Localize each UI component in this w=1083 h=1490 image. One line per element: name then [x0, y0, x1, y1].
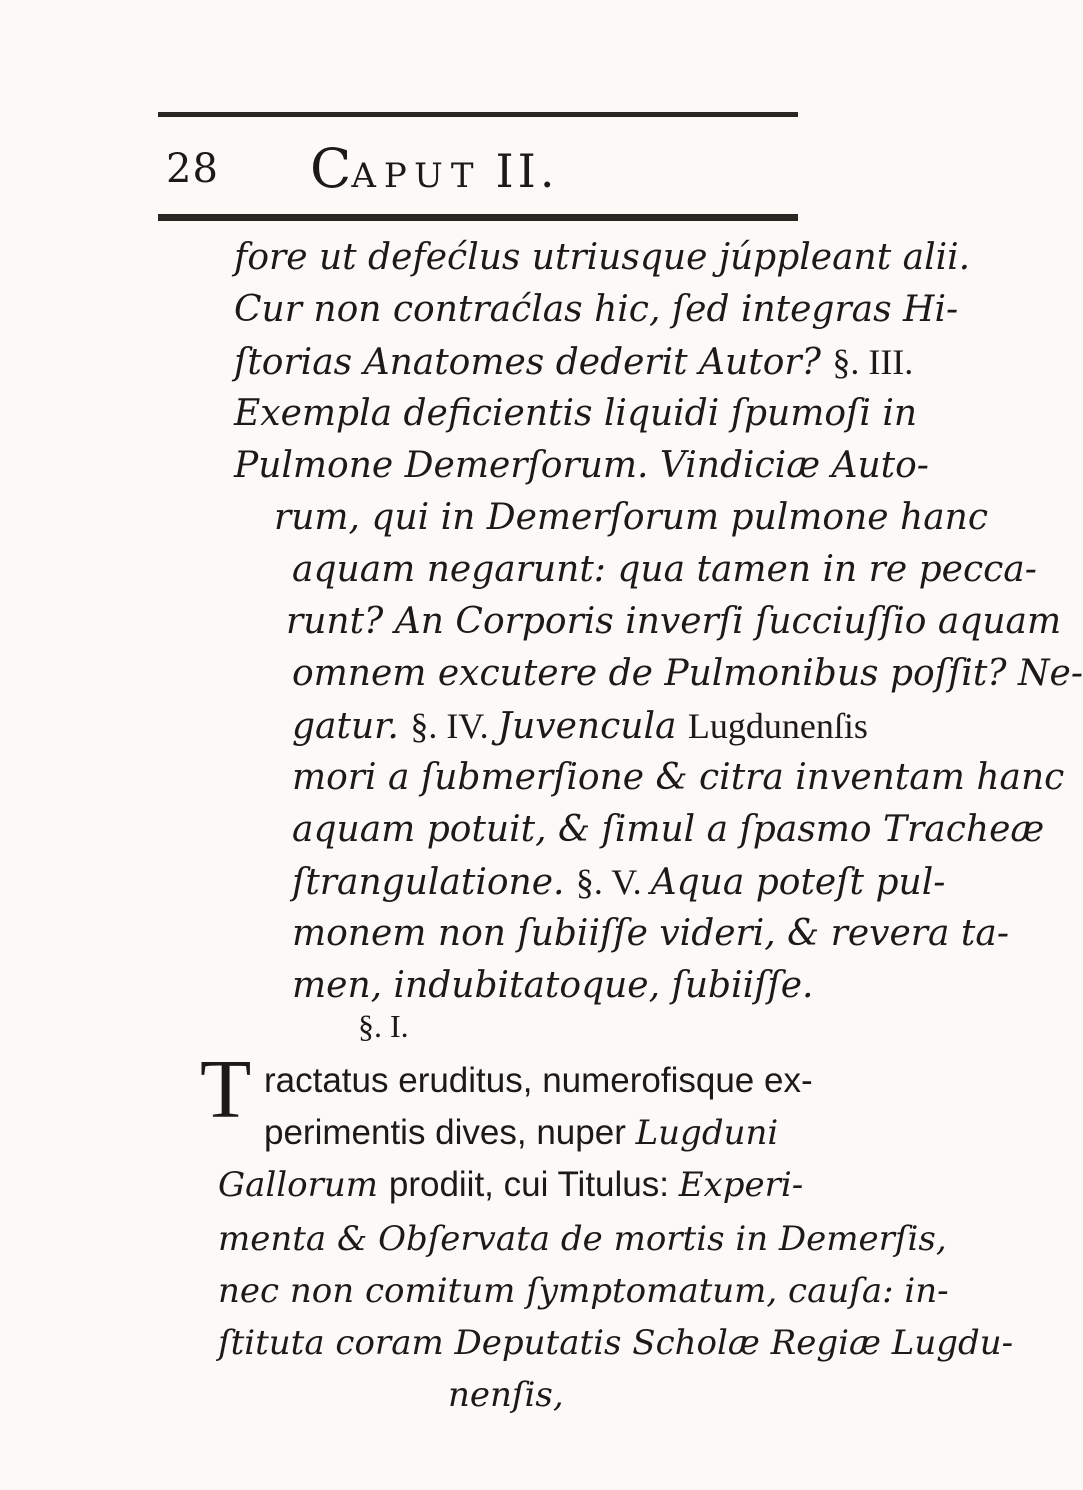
header-rule: [158, 214, 798, 221]
text-run: prodiit, cui Titulus:: [388, 1165, 679, 1204]
text-run: §. III.: [832, 342, 914, 382]
text-run: aquam negarunt: qua tamen in re pecca-: [292, 549, 1037, 590]
text-run: Juvencula: [497, 706, 688, 747]
text-run: ſtrangulatione.: [292, 862, 576, 903]
summary-line: [166, 700, 868, 752]
text-run: §. IV.: [410, 706, 498, 746]
body-line: [218, 1266, 949, 1316]
body-line: [218, 1318, 1013, 1368]
text-run: menta & Obſervata de mortis in Demerſis,: [218, 1219, 947, 1259]
text-run: Pulmone Demerſorum. Vindiciæ Auto-: [234, 445, 929, 486]
text-run: mori a ſubmerſione & citra inventam hanc: [292, 757, 1065, 798]
text-run: Aqua poteſt pul-: [650, 862, 946, 903]
summary-line: [166, 804, 1045, 856]
body-line: [218, 1214, 947, 1264]
summary-line: [166, 284, 959, 336]
body-line: [264, 1056, 813, 1106]
text-run: gatur.: [292, 706, 411, 747]
page-number: 28: [166, 146, 219, 192]
text-run: Gallorum: [218, 1165, 389, 1205]
text-run: rum, qui in Demerſorum pulmone hanc: [274, 497, 989, 538]
text-run: perimentis dives, nuper: [264, 1113, 636, 1152]
running-head: [310, 137, 559, 202]
chapter-summary: [166, 232, 1083, 1012]
body-line: [264, 1108, 778, 1158]
text-run: Cur non contraćlas hic, ſed integras Hi-: [234, 289, 959, 330]
summary-line: [166, 544, 1037, 596]
summary-line: [166, 908, 1010, 960]
drop-cap: T: [200, 1043, 252, 1136]
section-mark: §. I.: [358, 1008, 409, 1044]
summary-line: [166, 596, 1062, 648]
text-run: monem non ſubiiſſe videri, & revera ta-: [292, 913, 1010, 954]
text-run: nec non comitum ſymptomatum, cauſa: in-: [218, 1271, 949, 1311]
text-run: men, indubitatoque, ſubiiſſe.: [292, 965, 814, 1006]
text-run: runt? An Corporis inverſi ſucciuſſio aquam: [286, 601, 1062, 642]
text-run: nenſis,: [448, 1375, 564, 1415]
text-run: aquam potuit, & ſimul a ſpasmo Tracheæ: [292, 809, 1045, 850]
summary-line: [166, 648, 1083, 700]
text-run: Lugduni: [635, 1113, 779, 1153]
summary-line: [166, 492, 989, 544]
text-run: ſtituta coram Deputatis Scholæ Regiæ Lugdu-: [218, 1323, 1014, 1363]
body-line: [218, 1160, 803, 1210]
text-run: ſtorias Anatomes dederit Autor?: [234, 342, 833, 383]
text-run: fore ut defećlus utriusque júppleant alii.: [234, 237, 971, 278]
text-run: §. V.: [575, 862, 651, 902]
summary-line: [166, 336, 914, 388]
summary-line: [166, 752, 1065, 804]
summary-line: [166, 440, 929, 492]
chapter-number: II.: [495, 144, 559, 198]
summary-line: [166, 856, 946, 908]
body-line: [448, 1370, 564, 1420]
summary-line: [166, 388, 918, 440]
summary-line: [166, 960, 814, 1012]
running-head-initial: C: [310, 137, 352, 200]
text-run: Lugdunenſis: [687, 706, 868, 746]
running-head-rest: APUT: [351, 156, 482, 196]
text-run: ractatus eruditus, numerofisque ex-: [264, 1061, 813, 1100]
top-rule: [158, 112, 798, 117]
text-run: omnem excutere de Pulmonibus poſſit? Ne-: [292, 653, 1083, 694]
summary-line: [166, 232, 971, 284]
text-run: Experi-: [678, 1165, 804, 1205]
text-run: Exempla deficientis liquidi ſpumoſi in: [234, 393, 918, 434]
